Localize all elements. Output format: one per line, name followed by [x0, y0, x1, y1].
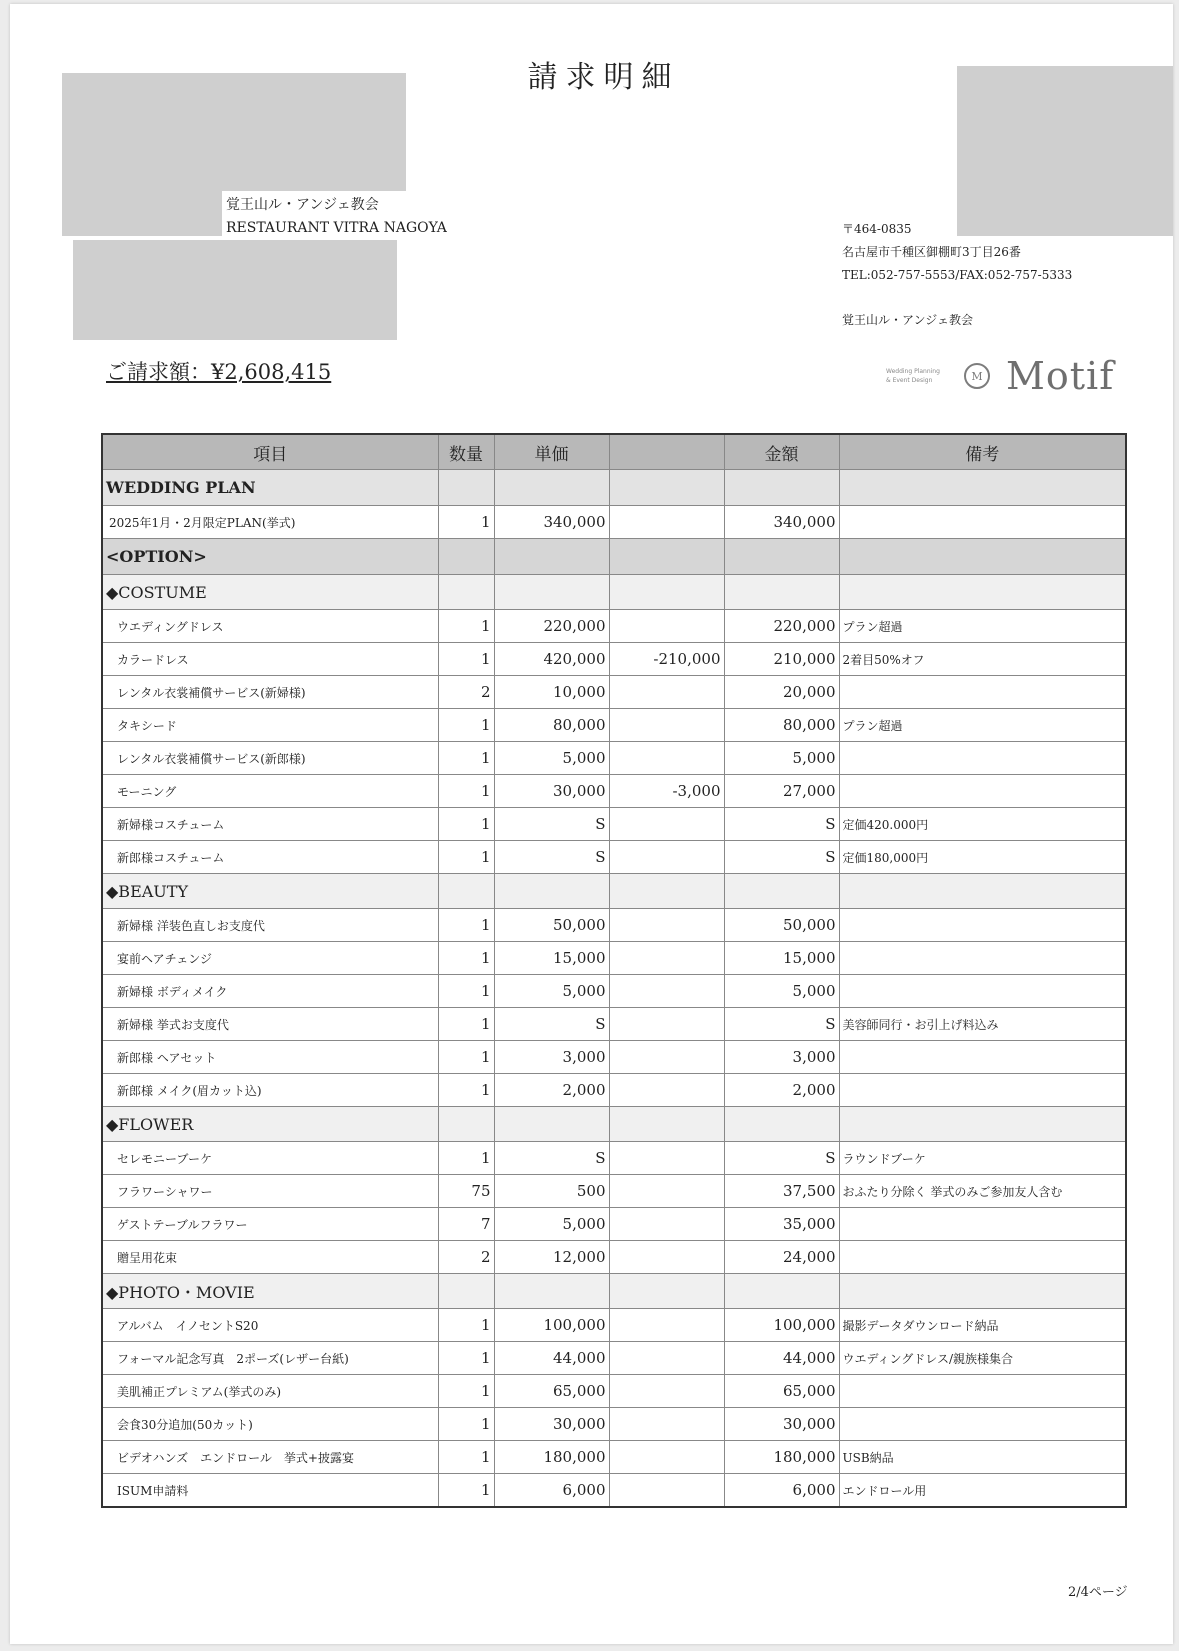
- cell-quantity: [438, 1274, 494, 1309]
- cell-item-name: 新郎様コスチューム: [102, 841, 438, 874]
- cell-quantity: 1: [438, 1441, 494, 1474]
- cell-section-name: ◆FLOWER: [102, 1107, 438, 1142]
- cell-quantity: 1: [438, 775, 494, 808]
- cell-quantity: 1: [438, 506, 494, 539]
- table-row: [102, 1074, 1126, 1107]
- cell-item-name: レンタル衣裳補償サービス(新婦様): [102, 676, 438, 709]
- cell-remarks: [839, 1208, 1126, 1241]
- cell-discount: [609, 1474, 724, 1508]
- cell-item-name: 宴前ヘアチェンジ: [102, 942, 438, 975]
- cell-remarks: [839, 470, 1126, 506]
- cell-remarks: 撮影データダウンロード納品: [839, 1309, 1126, 1342]
- cell-remarks: [839, 575, 1126, 610]
- cell-item-name: ウエディングドレス: [102, 610, 438, 643]
- billing-amount: ご請求額：¥2,608,415: [106, 360, 332, 384]
- cell-item-name: フォーマル記念写真 2ポーズ(レザー台紙): [102, 1342, 438, 1375]
- cell-discount: [609, 1309, 724, 1342]
- cell-discount: [609, 975, 724, 1008]
- cell-unit-price: 2,000: [494, 1074, 609, 1107]
- section-header-row: [102, 1274, 1126, 1309]
- cell-quantity: 1: [438, 1408, 494, 1441]
- cell-quantity: 1: [438, 742, 494, 775]
- page-number: 2/4ページ: [1068, 1585, 1128, 1600]
- cell-amount: [724, 470, 839, 506]
- table-row: [102, 1309, 1126, 1342]
- cell-amount: 5,000: [724, 742, 839, 775]
- cell-item-name: ビデオハンズ エンドロール 挙式+披露宴: [102, 1441, 438, 1474]
- cell-remarks: USB納品: [839, 1441, 1126, 1474]
- table-row: [102, 1208, 1126, 1241]
- cell-unit-price: S: [494, 808, 609, 841]
- cell-unit-price: 5,000: [494, 742, 609, 775]
- cell-quantity: 1: [438, 909, 494, 942]
- logo-mark-icon: M: [964, 363, 990, 389]
- motif-logo: [886, 352, 1114, 400]
- logo-tagline-1: Wedding Planning: [886, 368, 940, 375]
- cell-unit-price: 15,000: [494, 942, 609, 975]
- cell-quantity: 1: [438, 975, 494, 1008]
- cell-unit-price: 50,000: [494, 909, 609, 942]
- cell-item-name: 新婦様 挙式お支度代: [102, 1008, 438, 1041]
- cell-discount: [609, 1274, 724, 1309]
- cell-quantity: 1: [438, 709, 494, 742]
- table-row: [102, 1441, 1126, 1474]
- cell-item-name: 新婦様 ボディメイク: [102, 975, 438, 1008]
- cell-discount: [609, 909, 724, 942]
- cell-item-name: 美肌補正プレミアム(挙式のみ): [102, 1375, 438, 1408]
- cell-remarks: ウエディングドレス/親族様集合: [839, 1342, 1126, 1375]
- cell-item-name: フラワーシャワー: [102, 1175, 438, 1208]
- cell-remarks: [839, 775, 1126, 808]
- cell-quantity: 2: [438, 1241, 494, 1274]
- table-row: [102, 975, 1126, 1008]
- table-row: [102, 1474, 1126, 1508]
- cell-amount: [724, 1274, 839, 1309]
- cell-unit-price: S: [494, 841, 609, 874]
- cell-remarks: おふたり分除く 挙式のみご参加友人含む: [839, 1175, 1126, 1208]
- table-row: [102, 742, 1126, 775]
- cell-discount: [609, 1208, 724, 1241]
- cell-amount: S: [724, 1142, 839, 1175]
- cell-quantity: [438, 470, 494, 506]
- cell-item-name: 2025年1月・2月限定PLAN(挙式): [102, 506, 438, 539]
- table-row: [102, 643, 1126, 676]
- cell-discount: [609, 1408, 724, 1441]
- cell-amount: S: [724, 841, 839, 874]
- issuer-name: 覚王山ル・アンジェ教会: [842, 313, 973, 327]
- recipient-block: [226, 194, 447, 240]
- cell-discount: [609, 942, 724, 975]
- table-row: [102, 1142, 1126, 1175]
- cell-item-name: 贈呈用花束: [102, 1241, 438, 1274]
- table-row: [102, 610, 1126, 643]
- cell-amount: S: [724, 1008, 839, 1041]
- cell-discount: [609, 1342, 724, 1375]
- cell-unit-price: 44,000: [494, 1342, 609, 1375]
- cell-quantity: 1: [438, 1041, 494, 1074]
- header-unit-price: 単価: [494, 434, 609, 470]
- section-header-row: [102, 575, 1126, 610]
- table-row: [102, 1342, 1126, 1375]
- cell-quantity: [438, 575, 494, 610]
- cell-unit-price: 80,000: [494, 709, 609, 742]
- header-item: 項目: [102, 434, 438, 470]
- table-row: [102, 1008, 1126, 1041]
- redacted-block-bottom-left: [73, 240, 397, 340]
- cell-unit-price: 30,000: [494, 775, 609, 808]
- table-row: [102, 775, 1126, 808]
- header-remarks: 備考: [839, 434, 1126, 470]
- cell-section-name: <OPTION>: [102, 539, 438, 575]
- cell-remarks: [839, 1274, 1126, 1309]
- cell-amount: 80,000: [724, 709, 839, 742]
- cell-remarks: 定価420.000円: [839, 808, 1126, 841]
- cell-remarks: [839, 909, 1126, 942]
- cell-remarks: [839, 1241, 1126, 1274]
- cell-amount: 3,000: [724, 1041, 839, 1074]
- cell-amount: 37,500: [724, 1175, 839, 1208]
- cell-amount: 210,000: [724, 643, 839, 676]
- cell-remarks: [839, 1107, 1126, 1142]
- cell-quantity: 1: [438, 808, 494, 841]
- cell-unit-price: 220,000: [494, 610, 609, 643]
- redacted-block-left: [62, 190, 222, 236]
- cell-unit-price: S: [494, 1008, 609, 1041]
- cell-quantity: 1: [438, 942, 494, 975]
- cell-remarks: [839, 942, 1126, 975]
- cell-amount: [724, 539, 839, 575]
- table-row: [102, 942, 1126, 975]
- cell-quantity: 1: [438, 1375, 494, 1408]
- table-row: [102, 1408, 1126, 1441]
- cell-item-name: モーニング: [102, 775, 438, 808]
- cell-unit-price: 100,000: [494, 1309, 609, 1342]
- cell-quantity: 1: [438, 1309, 494, 1342]
- issuer-block: [842, 218, 1072, 332]
- header-quantity: 数量: [438, 434, 494, 470]
- cell-quantity: 1: [438, 1142, 494, 1175]
- header-amount: 金額: [724, 434, 839, 470]
- cell-remarks: プラン超過: [839, 709, 1126, 742]
- cell-section-name: ◆PHOTO・MOVIE: [102, 1274, 438, 1309]
- cell-quantity: [438, 874, 494, 909]
- cell-item-name: タキシード: [102, 709, 438, 742]
- cell-amount: [724, 874, 839, 909]
- cell-discount: [609, 539, 724, 575]
- cell-amount: [724, 575, 839, 610]
- cell-discount: [609, 1441, 724, 1474]
- cell-amount: 30,000: [724, 1408, 839, 1441]
- cell-discount: [609, 841, 724, 874]
- cell-unit-price: [494, 874, 609, 909]
- cell-quantity: 1: [438, 643, 494, 676]
- cell-remarks: [839, 1074, 1126, 1107]
- cell-unit-price: [494, 539, 609, 575]
- cell-discount: [609, 676, 724, 709]
- cell-remarks: [839, 874, 1126, 909]
- invoice-table: [101, 433, 1127, 1508]
- cell-amount: 100,000: [724, 1309, 839, 1342]
- cell-remarks: [839, 975, 1126, 1008]
- cell-unit-price: [494, 470, 609, 506]
- cell-discount: [609, 1142, 724, 1175]
- cell-remarks: [839, 1375, 1126, 1408]
- cell-discount: [609, 1041, 724, 1074]
- cell-amount: 65,000: [724, 1375, 839, 1408]
- cell-discount: [609, 742, 724, 775]
- cell-discount: [609, 575, 724, 610]
- table-row: [102, 808, 1126, 841]
- cell-discount: [609, 1074, 724, 1107]
- logo-tagline: [886, 367, 952, 385]
- section-header-row: [102, 1107, 1126, 1142]
- cell-discount: [609, 1241, 724, 1274]
- cell-unit-price: 5,000: [494, 1208, 609, 1241]
- cell-remarks: [839, 742, 1126, 775]
- cell-discount: [609, 1107, 724, 1142]
- cell-item-name: アルバム イノセントS20: [102, 1309, 438, 1342]
- cell-item-name: レンタル衣裳補償サービス(新郎様): [102, 742, 438, 775]
- cell-section-name: ◆BEAUTY: [102, 874, 438, 909]
- cell-discount: -3,000: [609, 775, 724, 808]
- cell-discount: [609, 1008, 724, 1041]
- cell-unit-price: [494, 1107, 609, 1142]
- cell-quantity: 75: [438, 1175, 494, 1208]
- cell-quantity: 2: [438, 676, 494, 709]
- cell-item-name: ゲストテーブルフラワー: [102, 1208, 438, 1241]
- option-header-row: [102, 539, 1126, 575]
- cell-unit-price: 65,000: [494, 1375, 609, 1408]
- table-row: [102, 841, 1126, 874]
- cell-amount: 180,000: [724, 1441, 839, 1474]
- cell-amount: 24,000: [724, 1241, 839, 1274]
- cell-discount: [609, 470, 724, 506]
- cell-item-name: ISUM申請料: [102, 1474, 438, 1508]
- cell-discount: -210,000: [609, 643, 724, 676]
- cell-quantity: 1: [438, 1074, 494, 1107]
- cell-discount: [609, 808, 724, 841]
- page-title: 請求明細: [527, 60, 680, 95]
- cell-discount: [609, 874, 724, 909]
- table-row: [102, 1175, 1126, 1208]
- header-discount: [609, 434, 724, 470]
- cell-unit-price: [494, 1274, 609, 1309]
- invoice-page: [10, 4, 1173, 1644]
- section-header-row: [102, 874, 1126, 909]
- cell-amount: 340,000: [724, 506, 839, 539]
- cell-unit-price: [494, 575, 609, 610]
- cell-discount: [609, 709, 724, 742]
- cell-item-name: 新郎様 ヘアセット: [102, 1041, 438, 1074]
- cell-item-name: セレモニーブーケ: [102, 1142, 438, 1175]
- table-row: [102, 1375, 1126, 1408]
- cell-unit-price: 30,000: [494, 1408, 609, 1441]
- table-row: [102, 506, 1126, 539]
- cell-item-name: カラードレス: [102, 643, 438, 676]
- issuer-postal: 〒464-0835: [842, 222, 912, 236]
- cell-unit-price: 6,000: [494, 1474, 609, 1508]
- cell-unit-price: 420,000: [494, 643, 609, 676]
- cell-section-name: ◆COSTUME: [102, 575, 438, 610]
- table-row: [102, 676, 1126, 709]
- cell-remarks: エンドロール用: [839, 1474, 1126, 1508]
- table-row: [102, 909, 1126, 942]
- cell-quantity: [438, 539, 494, 575]
- cell-unit-price: S: [494, 1142, 609, 1175]
- cell-unit-price: 500: [494, 1175, 609, 1208]
- cell-amount: S: [724, 808, 839, 841]
- cell-remarks: [839, 539, 1126, 575]
- cell-unit-price: 5,000: [494, 975, 609, 1008]
- table-row: [102, 1041, 1126, 1074]
- cell-remarks: 美容師同行・お引上げ料込み: [839, 1008, 1126, 1041]
- cell-remarks: [839, 506, 1126, 539]
- cell-amount: 5,000: [724, 975, 839, 1008]
- issuer-tel: TEL:052-757-5553/FAX:052-757-5333: [842, 268, 1073, 282]
- cell-item-name: 新婦様 洋装色直しお支度代: [102, 909, 438, 942]
- cell-quantity: 1: [438, 841, 494, 874]
- cell-unit-price: 180,000: [494, 1441, 609, 1474]
- table-row: [102, 1241, 1126, 1274]
- cell-unit-price: 10,000: [494, 676, 609, 709]
- issuer-address: 名古屋市千種区御棚町3丁目26番: [842, 245, 1021, 259]
- logo-tagline-2: & Event Design: [886, 377, 933, 384]
- table-header-row: [102, 434, 1126, 470]
- cell-section-name: WEDDING PLAN: [102, 470, 438, 506]
- cell-amount: 20,000: [724, 676, 839, 709]
- cell-quantity: 7: [438, 1208, 494, 1241]
- table-row: [102, 709, 1126, 742]
- cell-discount: [609, 1375, 724, 1408]
- cell-discount: [609, 610, 724, 643]
- plan-header-row: [102, 470, 1126, 506]
- cell-amount: 50,000: [724, 909, 839, 942]
- logo-wordmark: Motif: [1006, 354, 1115, 398]
- cell-remarks: [839, 676, 1126, 709]
- cell-remarks: プラン超過: [839, 610, 1126, 643]
- cell-discount: [609, 1175, 724, 1208]
- cell-item-name: 新郎様 メイク(眉カット込): [102, 1074, 438, 1107]
- recipient-line-1: 覚王山ル・アンジェ教会: [226, 197, 379, 213]
- recipient-line-2: RESTAURANT VITRA NAGOYA: [226, 220, 447, 236]
- cell-unit-price: 12,000: [494, 1241, 609, 1274]
- cell-unit-price: 340,000: [494, 506, 609, 539]
- cell-item-name: 新婦様コスチューム: [102, 808, 438, 841]
- cell-quantity: 1: [438, 1008, 494, 1041]
- cell-quantity: 1: [438, 1342, 494, 1375]
- cell-quantity: 1: [438, 610, 494, 643]
- cell-remarks: [839, 1408, 1126, 1441]
- cell-remarks: [839, 1041, 1126, 1074]
- cell-remarks: 定価180,000円: [839, 841, 1126, 874]
- cell-amount: 6,000: [724, 1474, 839, 1508]
- cell-quantity: [438, 1107, 494, 1142]
- cell-amount: [724, 1107, 839, 1142]
- cell-amount: 220,000: [724, 610, 839, 643]
- cell-remarks: 2着目50%オフ: [839, 643, 1126, 676]
- cell-amount: 35,000: [724, 1208, 839, 1241]
- cell-quantity: 1: [438, 1474, 494, 1508]
- cell-unit-price: 3,000: [494, 1041, 609, 1074]
- cell-amount: 15,000: [724, 942, 839, 975]
- cell-discount: [609, 506, 724, 539]
- cell-amount: 2,000: [724, 1074, 839, 1107]
- cell-amount: 27,000: [724, 775, 839, 808]
- cell-remarks: ラウンドブーケ: [839, 1142, 1126, 1175]
- cell-amount: 44,000: [724, 1342, 839, 1375]
- cell-item-name: 会食30分追加(50カット): [102, 1408, 438, 1441]
